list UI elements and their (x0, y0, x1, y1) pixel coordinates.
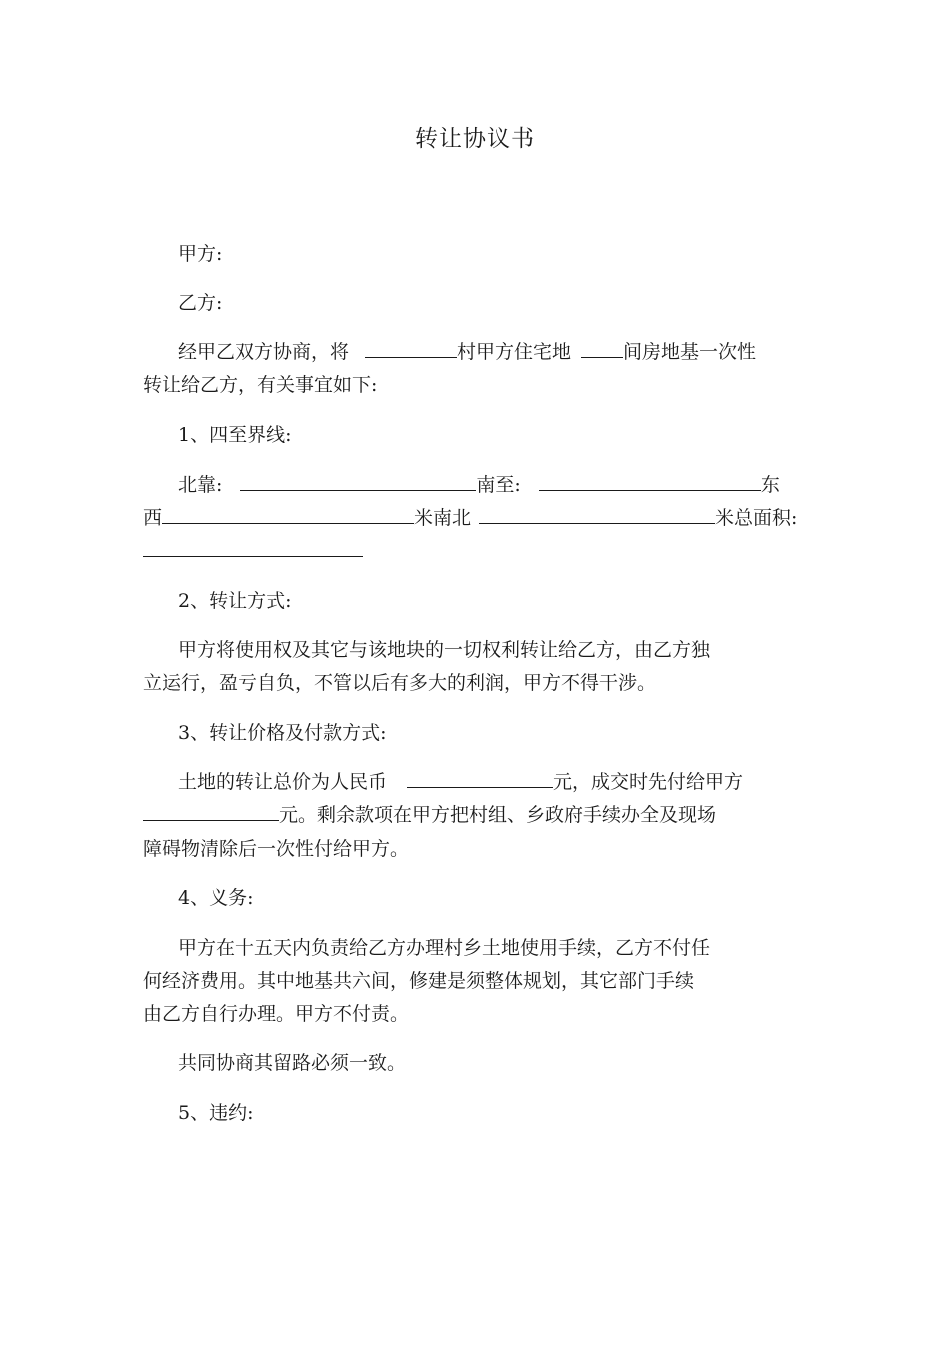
intro-text-1: 经甲乙双方协商，将 (178, 341, 350, 363)
section-2-heading: 2、转让方式: (178, 590, 292, 612)
party-a-label: 甲方: (178, 243, 223, 265)
total-price-blank (407, 766, 553, 788)
first-payment-text: 元，成交时先付给甲方 (553, 771, 744, 793)
south-blank (539, 469, 761, 491)
north-blank (240, 469, 476, 491)
north-label: 北靠: (178, 474, 223, 496)
south-north-blank (479, 502, 715, 524)
section-4-line-2: 何经济费用。其中地基共六间，修建是须整体规划，其它部门手续 (143, 970, 695, 992)
south-label: 南至: (476, 474, 521, 496)
document-title: 转让协议书 (415, 126, 535, 152)
section-3-line-1 (178, 766, 743, 799)
section-3-heading: 3、转让价格及付款方式: (178, 722, 387, 744)
east-west-blank (162, 502, 414, 524)
intro-text-2: 村甲方住宅地 (457, 341, 572, 363)
total-price-text: 土地的转让总价为人民币 (178, 771, 388, 793)
remaining-payment-text: 元。剩余款项在甲方把村组、乡政府手续办全及现场 (279, 804, 717, 826)
total-area-blank (143, 535, 363, 557)
room-count-blank (581, 336, 623, 358)
intro-text-3: 间房地基一次性 (623, 341, 757, 363)
section-1-heading: 1、四至界线: (178, 424, 292, 446)
section-4-line-3: 由乙方自行办理。甲方不付责。 (143, 1003, 410, 1025)
section-2-line-2: 立运行，盈亏自负，不管以后有多大的利润，甲方不得干涉。 (143, 672, 657, 694)
section-3-line-3: 障碍物清除后一次性付给甲方。 (143, 838, 410, 860)
section-4-line-1: 甲方在十五天内负责给乙方办理村乡土地使用手续，乙方不付任 (178, 937, 711, 959)
boundary-line-1 (178, 469, 780, 502)
first-payment-blank (143, 799, 279, 821)
village-blank (365, 336, 457, 358)
section-2-line-1: 甲方将使用权及其它与该地块的一切权利转让给乙方，由乙方独 (178, 639, 711, 661)
section-3-line-2 (143, 799, 716, 832)
total-area-label: 米总面积: (715, 507, 798, 529)
party-a-line (178, 238, 222, 271)
intro-line-1 (178, 336, 756, 369)
section-4-heading: 4、义务: (178, 887, 254, 909)
section-5-heading: 5、违约: (178, 1102, 254, 1124)
section-4-note: 共同协商其留路必须一致。 (178, 1052, 407, 1074)
south-north-label: 米南北 (414, 507, 472, 529)
east-label: 东 (760, 474, 780, 496)
party-b-label: 乙方: (178, 292, 223, 314)
intro-line-2: 转让给乙方，有关事宜如下: (143, 374, 378, 396)
boundary-line-3 (143, 535, 363, 568)
boundary-line-2 (143, 502, 797, 535)
west-label: 西 (143, 507, 163, 529)
party-b-line (178, 287, 222, 320)
